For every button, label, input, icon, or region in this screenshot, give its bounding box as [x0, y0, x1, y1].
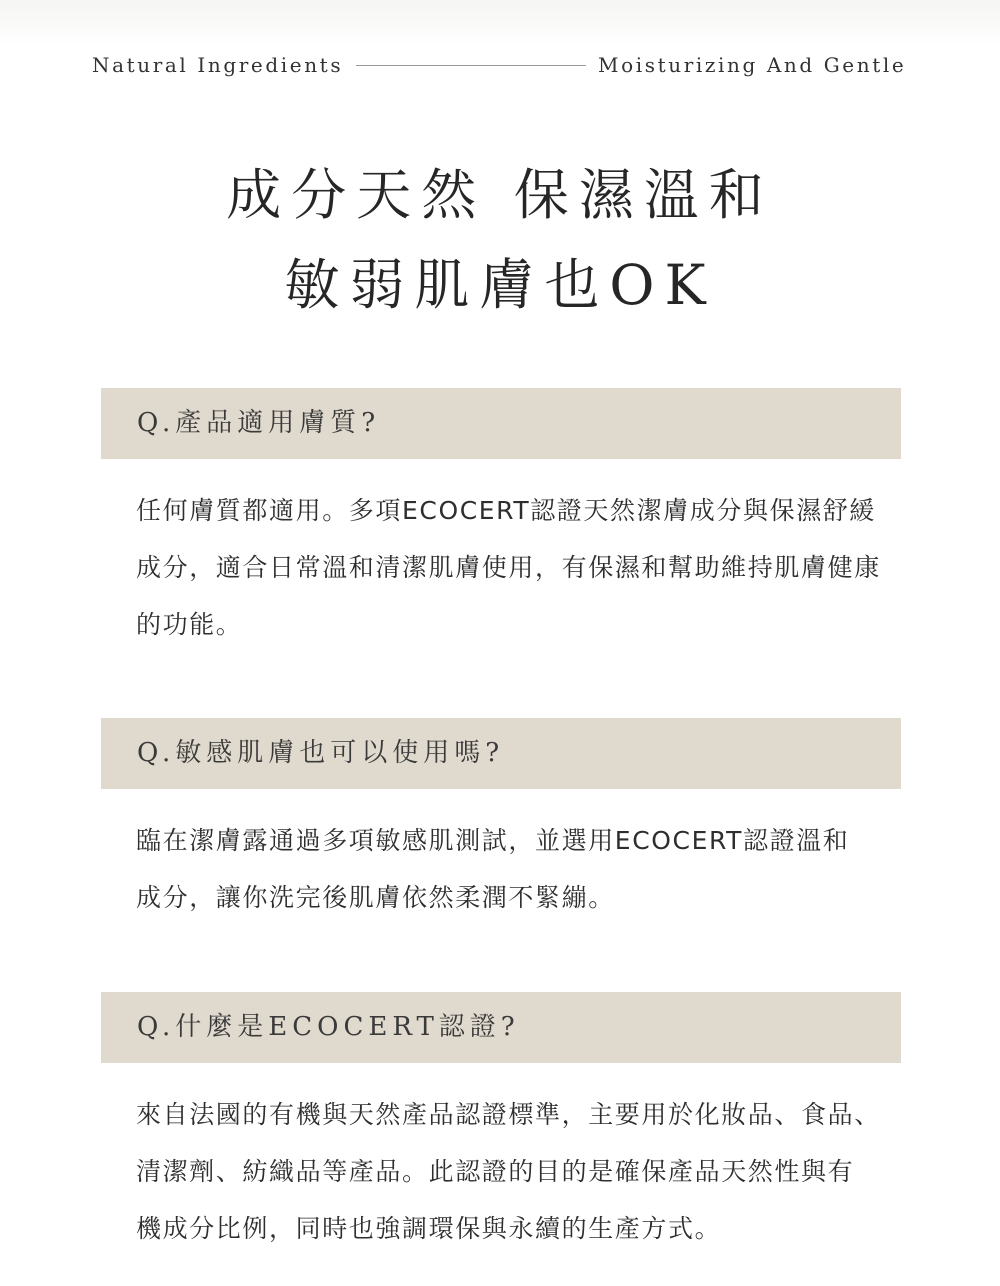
- faq-answer-line: 的功能。: [136, 610, 243, 639]
- title-block: [0, 150, 1000, 330]
- faq-answer: [136, 482, 881, 653]
- faq-answer-line: 成分，適合日常溫和清潔肌膚使用，有保濕和幫助維持肌膚健康: [136, 553, 881, 582]
- faq-answer-line: 機成分比例，同時也強調環保與永續的生產方式。: [136, 1214, 722, 1243]
- faq-answer: [136, 812, 876, 926]
- faq-question-text: Q.敏感肌膚也可以使用嗎?: [137, 738, 505, 768]
- top-fade-band: [0, 0, 1000, 44]
- faq-question-bar: [101, 992, 901, 1063]
- faq-answer-line: 來自法國的有機與天然產品認證標準，主要用於化妝品、食品、: [136, 1100, 881, 1129]
- faq-question-bar: [101, 388, 901, 459]
- faq-answer-line: 任何膚質都適用。多項ECOCERT認證天然潔膚成分與保濕舒緩: [136, 496, 877, 525]
- faq-answer-line: 清潔劑、紡織品等產品。此認證的目的是確保產品天然性與有: [136, 1157, 855, 1186]
- faq-question-text: Q.產品適用膚質?: [137, 408, 381, 438]
- header-row: [0, 48, 1000, 82]
- faq-question-bar: [101, 718, 901, 789]
- header-right-label: Moisturizing And Gentle: [598, 53, 907, 77]
- faq-answer-line: 成分，讓你洗完後肌膚依然柔潤不緊繃。: [136, 883, 615, 912]
- faq-answer: [136, 1086, 881, 1257]
- faq-answer-line: 臨在潔膚露通過多項敏感肌測試，並選用ECOCERT認證溫和: [136, 826, 850, 855]
- faq-question-text: Q.什麼是ECOCERT認證?: [137, 1012, 520, 1042]
- title-line-2: 敏弱肌膚也OK: [284, 253, 716, 317]
- title-line-1: 成分天然 保濕溫和: [226, 163, 774, 227]
- header-divider-line: [356, 65, 586, 66]
- header-left-label: Natural Ingredients: [92, 53, 344, 77]
